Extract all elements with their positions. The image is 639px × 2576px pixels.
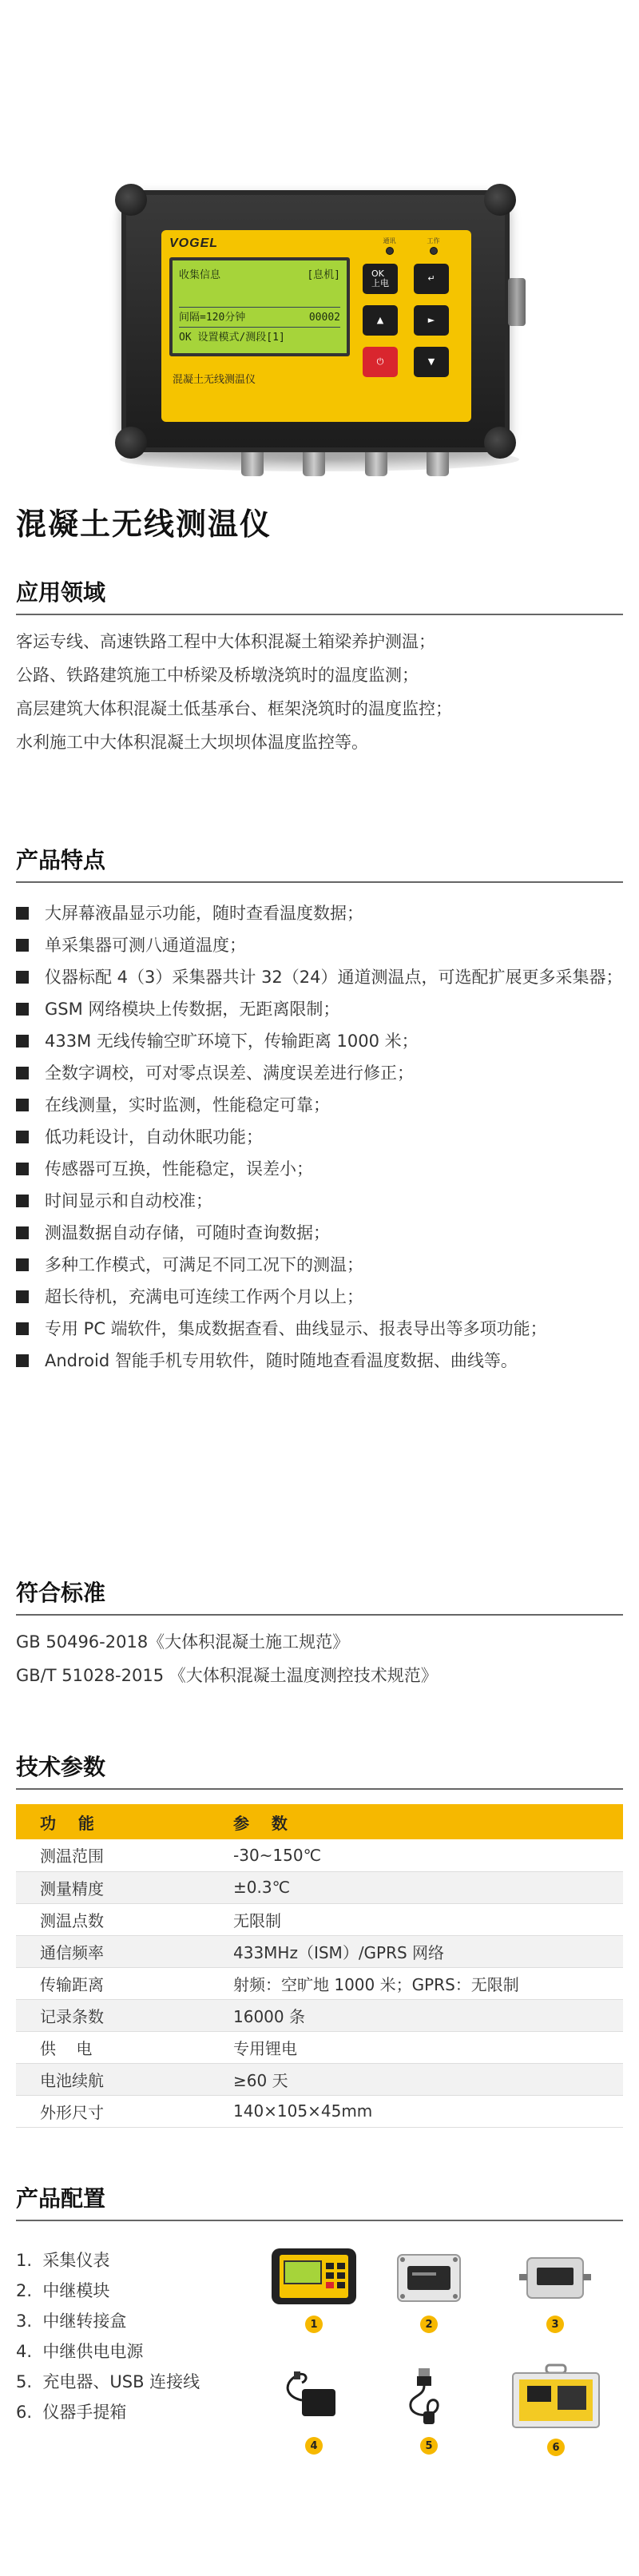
feature-text: 超长待机，充满电可连续工作两个月以上； bbox=[45, 1287, 363, 1306]
config-item: 3. 中继转接盒 bbox=[16, 2312, 127, 2331]
connector-plug bbox=[241, 452, 264, 476]
enter-key: ↵ bbox=[414, 264, 449, 294]
bullet-square-icon bbox=[16, 1099, 29, 1111]
lcd-row bbox=[179, 265, 340, 286]
bullet-square-icon bbox=[16, 1035, 29, 1047]
table-row bbox=[16, 1999, 623, 2031]
feature-text: 433M 无线传输空旷环境下，传输距离 1000 米； bbox=[45, 1032, 419, 1051]
feature-text: 单采集器可测八通道温度； bbox=[45, 936, 246, 955]
feature-text: 测温数据自动存储，可随时查询数据； bbox=[45, 1223, 330, 1242]
bottom-connectors bbox=[241, 452, 449, 476]
table-row bbox=[16, 1935, 623, 1967]
config-item: 2. 中继模块 bbox=[16, 2281, 110, 2300]
lcd-screen bbox=[169, 257, 350, 356]
device-panel bbox=[161, 230, 471, 422]
item-number-badge: 5 bbox=[420, 2437, 438, 2455]
bullet-square-icon bbox=[16, 939, 29, 952]
application-line: 客运专线、高速铁路工程中大体积混凝土箱梁养护测温； bbox=[16, 632, 435, 651]
connector-plug bbox=[303, 452, 325, 476]
bullet-square-icon bbox=[16, 1290, 29, 1303]
section-heading: 产品配置 bbox=[16, 2181, 623, 2221]
feature-text: 大屏幕液晶显示功能，随时查看温度数据； bbox=[45, 904, 363, 923]
table-cell: 专用锂电 bbox=[209, 2031, 623, 2063]
led-comm bbox=[383, 237, 396, 255]
product-relay-module bbox=[393, 2248, 465, 2333]
table-cell: 记录条数 bbox=[16, 1999, 209, 2031]
feature-item bbox=[16, 1217, 623, 1249]
feature-text: GSM 网络模块上传数据，无距离限制； bbox=[45, 1000, 340, 1019]
feature-text: 传感器可互换，性能稳定，误差小； bbox=[45, 1159, 313, 1179]
table-cell: 供 电 bbox=[16, 2031, 209, 2063]
up-key: ▲ bbox=[363, 305, 398, 336]
led-label: 工作 bbox=[427, 237, 440, 244]
feature-item bbox=[16, 1313, 623, 1345]
config-list bbox=[16, 2245, 256, 2427]
power-key: ⏻ bbox=[363, 347, 398, 377]
application-line: 高层建筑大体积混凝土低基承台、框架浇筑时的温度监控； bbox=[16, 699, 452, 718]
carrying-case-icon bbox=[510, 2363, 602, 2431]
bullet-square-icon bbox=[16, 1067, 29, 1079]
lcd-text: 00002 bbox=[308, 312, 340, 324]
feature-item bbox=[16, 1089, 623, 1121]
bullet-square-icon bbox=[16, 1131, 29, 1143]
feature-item bbox=[16, 993, 623, 1025]
connector-plug bbox=[365, 452, 387, 476]
table-row bbox=[16, 1967, 623, 1999]
bullet-square-icon bbox=[16, 1322, 29, 1335]
table-header-row bbox=[16, 1804, 623, 1839]
table-cell: 外形尺寸 bbox=[16, 2095, 209, 2127]
feature-item bbox=[16, 1057, 623, 1089]
item-number-badge: 6 bbox=[547, 2439, 565, 2456]
feature-text: 时间显示和自动校准； bbox=[45, 1191, 212, 1210]
section-heading: 符合标准 bbox=[16, 1576, 623, 1616]
section-heading: 技术参数 bbox=[16, 1750, 623, 1790]
config-item: 6. 仪器手提箱 bbox=[16, 2403, 127, 2422]
product-charger-usb bbox=[401, 2365, 457, 2455]
bullet-square-icon bbox=[16, 1195, 29, 1207]
table-cell: 140×105×45mm bbox=[209, 2095, 623, 2127]
connector-plug bbox=[427, 452, 449, 476]
screw-icon bbox=[484, 427, 516, 459]
down-key: ▼ bbox=[414, 347, 449, 377]
specs-table bbox=[16, 1804, 623, 2128]
table-cell: ±0.3℃ bbox=[209, 1871, 623, 1903]
bullet-square-icon bbox=[16, 1163, 29, 1175]
lcd-text: 收集信息 bbox=[179, 269, 221, 281]
table-cell: 433MHz（ISM）/GPRS 网络 bbox=[209, 1935, 623, 1967]
feature-item bbox=[16, 961, 623, 993]
feature-item bbox=[16, 929, 623, 961]
product-collector bbox=[270, 2245, 358, 2333]
lcd-row bbox=[179, 328, 340, 348]
adapter-box-icon bbox=[519, 2248, 591, 2308]
config-item: 5. 充电器、USB 连接线 bbox=[16, 2372, 200, 2391]
item-number-badge: 4 bbox=[305, 2437, 323, 2455]
charger-usb-icon bbox=[401, 2365, 457, 2429]
item-number-badge: 2 bbox=[420, 2316, 438, 2333]
led-icon bbox=[386, 247, 394, 255]
item-number-badge: 1 bbox=[305, 2316, 323, 2333]
config-item: 4. 中继供电电源 bbox=[16, 2342, 144, 2361]
feature-item bbox=[16, 1249, 623, 1281]
product-hero-image bbox=[0, 0, 639, 495]
table-row bbox=[16, 2095, 623, 2127]
table-row bbox=[16, 1903, 623, 1935]
feature-item bbox=[16, 1345, 623, 1377]
bullet-square-icon bbox=[16, 1003, 29, 1016]
screw-icon bbox=[115, 427, 147, 459]
table-cell: 传输距离 bbox=[16, 1967, 209, 1999]
config-item: 1. 采集仪表 bbox=[16, 2251, 110, 2270]
config-section bbox=[16, 2181, 623, 2517]
table-cell: 16000 条 bbox=[209, 1999, 623, 2031]
table-cell: 通信频率 bbox=[16, 1935, 209, 1967]
product-carrying-case bbox=[510, 2363, 602, 2456]
item-number-badge: 3 bbox=[546, 2316, 564, 2333]
table-cell: 电池续航 bbox=[16, 2063, 209, 2095]
section-heading: 产品特点 bbox=[16, 843, 623, 883]
application-line: 公路、铁路建筑施工中桥梁及桥墩浇筑时的温度监测； bbox=[16, 666, 419, 685]
section-heading: 应用领域 bbox=[16, 575, 623, 615]
feature-item bbox=[16, 1281, 623, 1313]
feature-text: 多种工作模式，可满足不同工况下的测温； bbox=[45, 1255, 363, 1274]
table-cell: 射频：空旷地 1000 米；GPRS：无限制 bbox=[209, 1967, 623, 1999]
power-supply-icon bbox=[278, 2365, 350, 2429]
application-line: 水利施工中大体积混凝土大坝坝体温度监控等。 bbox=[16, 733, 368, 752]
lcd-text: [息机] bbox=[307, 269, 340, 281]
feature-text: 全数字调校，可对零点误差、满度误差进行修正； bbox=[45, 1063, 414, 1083]
application-section bbox=[16, 575, 623, 759]
feature-text: 低功耗设计，自动休眠功能； bbox=[45, 1127, 263, 1147]
standard-line: GB/T 51028-2015 《大体积混凝土温度测控技术规范》 bbox=[16, 1666, 438, 1685]
feature-text: Android 智能手机专用软件，随时随地查看温度数据、曲线等。 bbox=[45, 1351, 518, 1370]
bullet-square-icon bbox=[16, 1354, 29, 1367]
table-cell: -30~150℃ bbox=[209, 1839, 623, 1871]
product-adapter-box bbox=[519, 2248, 591, 2333]
lcd-text: 间隔=120分钟 bbox=[179, 312, 246, 324]
table-cell: 测温点数 bbox=[16, 1903, 209, 1935]
lcd-text: OK 设置模式/测段[1] bbox=[179, 332, 285, 344]
led-label: 通讯 bbox=[383, 237, 396, 244]
table-cell: 测量精度 bbox=[16, 1871, 209, 1903]
lcd-row bbox=[179, 286, 340, 307]
table-row bbox=[16, 1839, 623, 1871]
product-images bbox=[256, 2245, 623, 2485]
product-power-supply bbox=[278, 2365, 350, 2455]
feature-text: 仪器标配 4（3）采集器共计 32（24）通道测温点，可选配扩展更多采集器； bbox=[45, 968, 623, 987]
page-title: 混凝土无线测温仪 bbox=[16, 507, 272, 542]
brand-logo: VOGEL bbox=[169, 237, 219, 250]
table-cell: 无限制 bbox=[209, 1903, 623, 1935]
device-keypad bbox=[363, 264, 458, 377]
specs-section bbox=[16, 1750, 623, 2128]
table-row bbox=[16, 2063, 623, 2095]
lcd-row bbox=[179, 307, 340, 328]
bullet-square-icon bbox=[16, 971, 29, 984]
led-indicators bbox=[367, 237, 455, 255]
feature-item bbox=[16, 1185, 623, 1217]
table-row bbox=[16, 2031, 623, 2063]
table-cell: ≥60 天 bbox=[209, 2063, 623, 2095]
collector-device-icon bbox=[270, 2245, 358, 2308]
table-header: 功 能 bbox=[16, 1804, 209, 1839]
table-row bbox=[16, 1871, 623, 1903]
standard-line: GB 50496-2018《大体积混凝土施工规范》 bbox=[16, 1632, 350, 1652]
relay-module-icon bbox=[393, 2248, 465, 2308]
screw-icon bbox=[115, 184, 147, 216]
feature-item bbox=[16, 897, 623, 929]
feature-text: 在线测量，实时监测，性能稳定可靠； bbox=[45, 1095, 330, 1115]
feature-item bbox=[16, 1153, 623, 1185]
bullet-square-icon bbox=[16, 1226, 29, 1239]
right-key: ► bbox=[414, 305, 449, 336]
feature-item bbox=[16, 1025, 623, 1057]
screw-icon bbox=[484, 184, 516, 216]
bullet-square-icon bbox=[16, 1258, 29, 1271]
bullet-square-icon bbox=[16, 907, 29, 920]
table-cell: 测温范围 bbox=[16, 1839, 209, 1871]
side-port bbox=[508, 278, 526, 326]
table-header: 参 数 bbox=[209, 1804, 623, 1839]
device-body bbox=[121, 190, 510, 452]
features-list bbox=[16, 897, 623, 1377]
standards-section bbox=[16, 1576, 623, 1692]
feature-item bbox=[16, 1121, 623, 1153]
led-work bbox=[427, 237, 440, 255]
features-section bbox=[16, 843, 623, 1377]
led-icon bbox=[430, 247, 438, 255]
feature-text: 专用 PC 端软件，集成数据查看、曲线显示、报表导出等多项功能； bbox=[45, 1319, 547, 1338]
ok-key: OK 上电 bbox=[363, 264, 398, 294]
panel-label: 混凝土无线测温仪 bbox=[173, 374, 256, 386]
